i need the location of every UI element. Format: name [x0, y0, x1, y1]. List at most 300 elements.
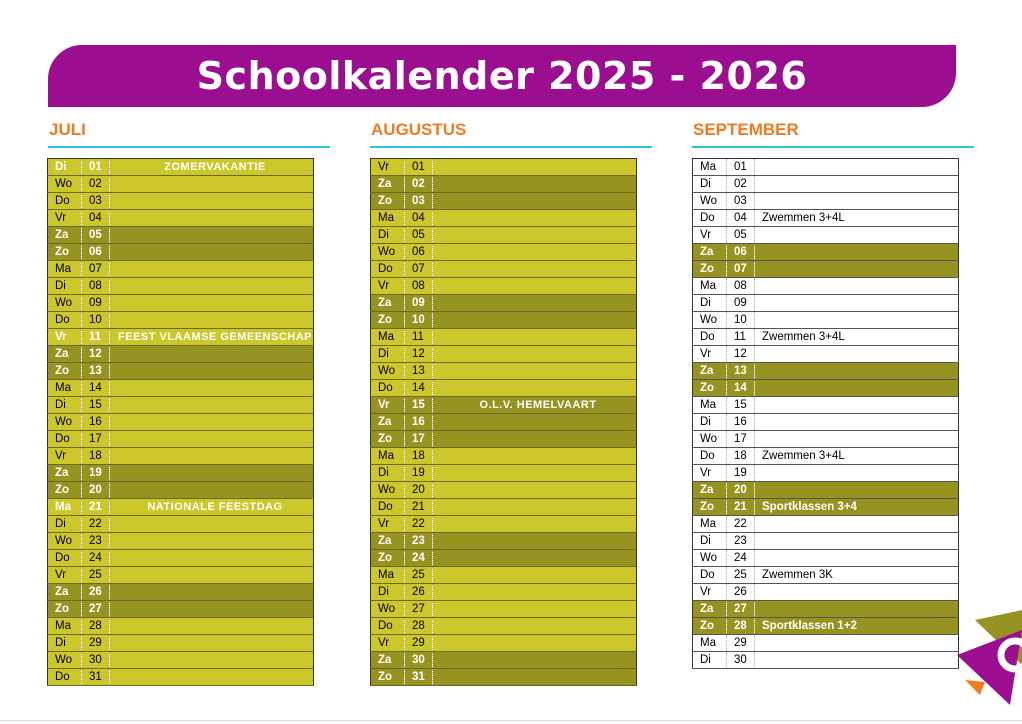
calendar-row — [693, 244, 959, 261]
day-cell: Vr — [700, 229, 712, 241]
event-cell — [433, 244, 637, 261]
day-cell: Ma — [700, 280, 716, 292]
date-cell: 20 — [82, 482, 110, 499]
date-cell: 20 — [727, 482, 755, 499]
date-cell: 22 — [82, 516, 110, 533]
date-cell: 26 — [405, 584, 433, 601]
corner-logo-graphic — [955, 610, 1022, 710]
event-cell — [433, 380, 637, 397]
day-cell: Di — [378, 229, 389, 241]
day-cell: Wo — [700, 552, 718, 564]
calendar-row — [48, 227, 314, 244]
calendar-row — [693, 499, 959, 516]
date-cell: 25 — [727, 567, 755, 584]
day-cell: Ma — [700, 161, 716, 173]
event-cell — [755, 176, 959, 193]
calendar-row — [48, 414, 314, 431]
day-cell: Di — [378, 586, 389, 598]
calendar-row — [371, 380, 637, 397]
event-cell — [433, 584, 637, 601]
day-cell: Zo — [55, 246, 70, 258]
day-cell: Zo — [700, 501, 715, 513]
month-heading: AUGUSTUS — [371, 120, 467, 139]
page-bottom-divider — [0, 720, 1022, 721]
event-cell — [110, 346, 314, 363]
day-cell: Di — [378, 467, 389, 479]
calendar-row — [693, 482, 959, 499]
calendar-row — [693, 329, 959, 346]
day-cell: Do — [378, 263, 393, 275]
date-cell: 28 — [405, 618, 433, 635]
event-cell: Zwemmen 3+4L — [762, 331, 845, 343]
day-cell: Do — [55, 433, 70, 445]
calendar-row — [48, 448, 314, 465]
day-cell: Zo — [700, 620, 715, 632]
event-cell — [110, 652, 314, 669]
date-cell: 29 — [727, 635, 755, 652]
date-cell: 13 — [405, 363, 433, 380]
event-cell — [755, 227, 959, 244]
month-heading: SEPTEMBER — [693, 120, 799, 139]
event-cell — [755, 652, 959, 669]
day-cell: Ma — [700, 637, 716, 649]
date-cell: 19 — [82, 465, 110, 482]
date-cell: 26 — [82, 584, 110, 601]
date-cell: 06 — [405, 244, 433, 261]
date-cell: 10 — [82, 312, 110, 329]
date-cell: 07 — [405, 261, 433, 278]
calendar-row — [48, 669, 314, 686]
day-cell: Ma — [700, 518, 716, 530]
date-cell: 02 — [405, 176, 433, 193]
calendar-row — [48, 550, 314, 567]
day-cell: Ma — [378, 331, 394, 343]
day-cell: Za — [55, 586, 69, 598]
date-cell: 20 — [405, 482, 433, 499]
event-cell — [755, 533, 959, 550]
event-cell — [433, 465, 637, 482]
date-cell: 22 — [405, 516, 433, 533]
calendar-row — [371, 176, 637, 193]
event-cell — [755, 482, 959, 499]
event-cell — [110, 465, 314, 482]
calendar-row — [371, 482, 637, 499]
day-cell: Wo — [55, 654, 73, 666]
date-cell: 27 — [405, 601, 433, 618]
date-cell: 13 — [727, 363, 755, 380]
date-cell: 29 — [405, 635, 433, 652]
calendar-row — [371, 584, 637, 601]
calendar-row — [48, 380, 314, 397]
day-cell: Za — [378, 535, 392, 547]
day-cell: Di — [700, 178, 711, 190]
calendar-row — [371, 465, 637, 482]
date-cell: 15 — [727, 397, 755, 414]
event-cell — [433, 329, 637, 346]
day-cell: Di — [378, 348, 389, 360]
event-cell — [433, 261, 637, 278]
date-cell: 11 — [82, 329, 110, 346]
day-cell: Do — [378, 620, 393, 632]
event-cell — [433, 414, 637, 431]
month-divider — [48, 146, 330, 148]
date-cell: 24 — [405, 550, 433, 567]
event-cell: Zwemmen 3+4L — [762, 212, 845, 224]
calendar-row — [693, 414, 959, 431]
calendar-row — [371, 159, 637, 176]
calendar-row — [693, 652, 959, 669]
date-cell: 30 — [727, 652, 755, 669]
day-cell: Di — [700, 297, 711, 309]
event-cell — [110, 312, 314, 329]
day-cell: Di — [55, 518, 66, 530]
calendar-row — [371, 329, 637, 346]
day-cell: Wo — [55, 297, 73, 309]
date-cell: 31 — [405, 669, 433, 686]
day-cell: Za — [55, 229, 69, 241]
day-cell: Vr — [378, 280, 390, 292]
date-cell: 08 — [82, 278, 110, 295]
event-cell — [110, 482, 314, 499]
date-cell: 06 — [727, 244, 755, 261]
calendar-table-augustus — [370, 158, 637, 686]
calendar-row — [371, 244, 637, 261]
calendar-row — [371, 193, 637, 210]
event-cell — [110, 533, 314, 550]
day-cell: Do — [700, 331, 715, 343]
calendar-row — [371, 516, 637, 533]
date-cell: 16 — [405, 414, 433, 431]
event-cell — [433, 159, 637, 176]
day-cell: Wo — [700, 433, 718, 445]
date-cell: 15 — [405, 397, 433, 414]
event-cell — [110, 261, 314, 278]
date-cell: 13 — [82, 363, 110, 380]
date-cell: 23 — [727, 533, 755, 550]
event-cell — [110, 278, 314, 295]
calendar-row — [693, 618, 959, 635]
calendar-row — [371, 346, 637, 363]
date-cell: 22 — [727, 516, 755, 533]
event-cell — [110, 363, 314, 380]
date-cell: 29 — [82, 635, 110, 652]
calendar-row — [693, 346, 959, 363]
day-cell: Do — [378, 382, 393, 394]
event-cell: FEEST VLAAMSE GEMEENSCHAP — [117, 331, 313, 343]
date-cell: 19 — [727, 465, 755, 482]
month-heading: JULI — [49, 120, 86, 139]
event-cell — [110, 669, 314, 686]
date-cell: 18 — [82, 448, 110, 465]
calendar-row — [48, 635, 314, 652]
date-cell: 04 — [405, 210, 433, 227]
day-cell: Vr — [378, 399, 390, 411]
day-cell: Za — [700, 246, 714, 258]
day-cell: Za — [378, 416, 392, 428]
day-cell: Za — [700, 365, 714, 377]
calendar-row — [48, 618, 314, 635]
date-cell: 03 — [727, 193, 755, 210]
day-cell: Zo — [378, 552, 393, 564]
event-cell — [433, 227, 637, 244]
day-cell: Do — [55, 552, 70, 564]
day-cell: Zo — [700, 382, 715, 394]
date-cell: 05 — [82, 227, 110, 244]
day-cell: Zo — [378, 314, 393, 326]
calendar-row — [693, 210, 959, 227]
date-cell: 08 — [727, 278, 755, 295]
day-cell: Di — [700, 654, 711, 666]
date-cell: 23 — [405, 533, 433, 550]
day-cell: Zo — [378, 195, 393, 207]
date-cell: 05 — [727, 227, 755, 244]
date-cell: 11 — [405, 329, 433, 346]
day-cell: Wo — [700, 195, 718, 207]
date-cell: 02 — [82, 176, 110, 193]
event-cell — [110, 193, 314, 210]
event-cell — [433, 669, 637, 686]
calendar-row — [693, 635, 959, 652]
event-cell — [755, 516, 959, 533]
day-cell: Ma — [55, 382, 71, 394]
date-cell: 07 — [727, 261, 755, 278]
event-cell — [433, 499, 637, 516]
calendar-row — [693, 363, 959, 380]
date-cell: 24 — [727, 550, 755, 567]
day-cell: Wo — [378, 246, 396, 258]
date-cell: 06 — [82, 244, 110, 261]
day-cell: Do — [700, 212, 715, 224]
event-cell — [433, 363, 637, 380]
day-cell: Do — [378, 501, 393, 513]
event-cell — [110, 448, 314, 465]
event-cell — [755, 550, 959, 567]
date-cell: 17 — [727, 431, 755, 448]
calendar-row — [693, 584, 959, 601]
event-cell — [755, 193, 959, 210]
calendar-row — [48, 363, 314, 380]
day-cell: Di — [55, 637, 66, 649]
date-cell: 10 — [405, 312, 433, 329]
day-cell: Zo — [55, 484, 70, 496]
calendar-row — [693, 397, 959, 414]
day-cell: Do — [700, 569, 715, 581]
calendar-row — [371, 397, 637, 414]
day-cell: Di — [55, 399, 66, 411]
calendar-row — [371, 227, 637, 244]
event-cell: ZOMERVAKANTIE — [164, 161, 266, 173]
date-cell: 14 — [727, 380, 755, 397]
event-cell — [755, 397, 959, 414]
calendar-row — [48, 533, 314, 550]
day-cell: Vr — [55, 212, 67, 224]
date-cell: 27 — [727, 601, 755, 618]
orange-shape — [965, 680, 985, 695]
day-cell: Ma — [378, 212, 394, 224]
day-cell: Zo — [378, 433, 393, 445]
day-cell: Wo — [55, 535, 73, 547]
day-cell: Di — [55, 280, 66, 292]
calendar-row — [371, 618, 637, 635]
date-cell: 21 — [82, 499, 110, 516]
event-cell — [433, 176, 637, 193]
date-cell: 31 — [82, 669, 110, 686]
calendar-row — [693, 295, 959, 312]
calendar-row — [693, 465, 959, 482]
calendar-row — [371, 669, 637, 686]
day-cell: Za — [378, 297, 392, 309]
date-cell: 16 — [727, 414, 755, 431]
event-cell — [110, 244, 314, 261]
calendar-row — [48, 431, 314, 448]
date-cell: 07 — [82, 261, 110, 278]
event-cell — [110, 601, 314, 618]
calendar-row — [371, 431, 637, 448]
calendar-row — [48, 584, 314, 601]
calendar-row — [693, 448, 959, 465]
date-cell: 21 — [405, 499, 433, 516]
date-cell: 18 — [405, 448, 433, 465]
date-cell: 18 — [727, 448, 755, 465]
event-cell — [433, 448, 637, 465]
calendar-row — [371, 210, 637, 227]
event-cell — [755, 278, 959, 295]
calendar-row — [371, 635, 637, 652]
date-cell: 01 — [82, 159, 110, 176]
event-cell — [110, 380, 314, 397]
calendar-table-september — [692, 158, 959, 669]
date-cell: 30 — [82, 652, 110, 669]
calendar-row — [693, 278, 959, 295]
event-cell — [110, 176, 314, 193]
calendar-row — [371, 448, 637, 465]
day-cell: Vr — [378, 637, 390, 649]
date-cell: 21 — [727, 499, 755, 516]
day-cell: Vr — [55, 569, 67, 581]
day-cell: Ma — [55, 263, 71, 275]
calendar-row — [371, 363, 637, 380]
date-cell: 05 — [405, 227, 433, 244]
event-cell — [433, 278, 637, 295]
day-cell: Di — [700, 416, 711, 428]
calendar-row — [693, 159, 959, 176]
calendar-row — [693, 567, 959, 584]
day-cell: Wo — [55, 178, 73, 190]
calendar-table-juli — [47, 158, 314, 686]
calendar-row — [48, 210, 314, 227]
event-cell — [755, 635, 959, 652]
event-cell — [433, 618, 637, 635]
event-cell: Sportklassen 3+4 — [762, 501, 857, 513]
day-cell: Za — [378, 654, 392, 666]
day-cell: Do — [700, 450, 715, 462]
event-cell — [433, 312, 637, 329]
calendar-row — [693, 601, 959, 618]
date-cell: 09 — [405, 295, 433, 312]
day-cell: Za — [55, 348, 69, 360]
date-cell: 04 — [82, 210, 110, 227]
day-cell: Zo — [700, 263, 715, 275]
calendar-row — [48, 312, 314, 329]
day-cell: Wo — [378, 603, 396, 615]
event-cell — [110, 635, 314, 652]
event-cell — [110, 295, 314, 312]
date-cell: 12 — [727, 346, 755, 363]
event-cell — [433, 567, 637, 584]
calendar-row — [371, 295, 637, 312]
calendar-row — [48, 176, 314, 193]
day-cell: Do — [55, 195, 70, 207]
page-title: Schoolkalender 2025 - 2026 — [196, 54, 808, 98]
day-cell: Ma — [378, 569, 394, 581]
date-cell: 03 — [82, 193, 110, 210]
calendar-row — [693, 550, 959, 567]
event-cell — [755, 584, 959, 601]
day-cell: Vr — [378, 161, 390, 173]
day-cell: Vr — [700, 467, 712, 479]
event-cell: O.L.V. HEMELVAART — [479, 399, 597, 411]
event-cell — [755, 244, 959, 261]
date-cell: 25 — [405, 567, 433, 584]
event-cell — [110, 516, 314, 533]
day-cell: Za — [700, 603, 714, 615]
event-cell — [755, 159, 959, 176]
date-cell: 01 — [405, 159, 433, 176]
day-cell: Wo — [55, 416, 73, 428]
date-cell: 25 — [82, 567, 110, 584]
day-cell: Do — [55, 314, 70, 326]
date-cell: 26 — [727, 584, 755, 601]
calendar-row — [48, 159, 314, 176]
calendar-row — [48, 346, 314, 363]
event-cell — [755, 261, 959, 278]
calendar-row — [693, 431, 959, 448]
month-divider — [692, 146, 974, 148]
date-cell: 03 — [405, 193, 433, 210]
calendar-row — [371, 261, 637, 278]
day-cell: Do — [55, 671, 70, 683]
calendar-row — [48, 482, 314, 499]
day-cell: Ma — [700, 399, 716, 411]
calendar-row — [48, 499, 314, 516]
date-cell: 09 — [727, 295, 755, 312]
date-cell: 11 — [727, 329, 755, 346]
calendar-row — [48, 278, 314, 295]
event-cell — [755, 363, 959, 380]
event-cell: NATIONALE FEESTDAG — [147, 501, 283, 513]
event-cell — [110, 584, 314, 601]
event-cell — [110, 210, 314, 227]
calendar-row — [693, 176, 959, 193]
event-cell — [433, 295, 637, 312]
calendar-row — [48, 244, 314, 261]
event-cell — [433, 193, 637, 210]
day-cell: Zo — [378, 671, 393, 683]
day-cell: Ma — [378, 450, 394, 462]
event-cell — [433, 346, 637, 363]
event-cell — [110, 397, 314, 414]
date-cell: 17 — [405, 431, 433, 448]
calendar-row — [693, 380, 959, 397]
day-cell: Vr — [700, 586, 712, 598]
month-augustus — [370, 120, 652, 142]
event-cell — [433, 516, 637, 533]
month-september — [692, 120, 974, 142]
event-cell — [110, 414, 314, 431]
date-cell: 14 — [82, 380, 110, 397]
event-cell: Sportklassen 1+2 — [762, 620, 857, 632]
calendar-row — [693, 227, 959, 244]
